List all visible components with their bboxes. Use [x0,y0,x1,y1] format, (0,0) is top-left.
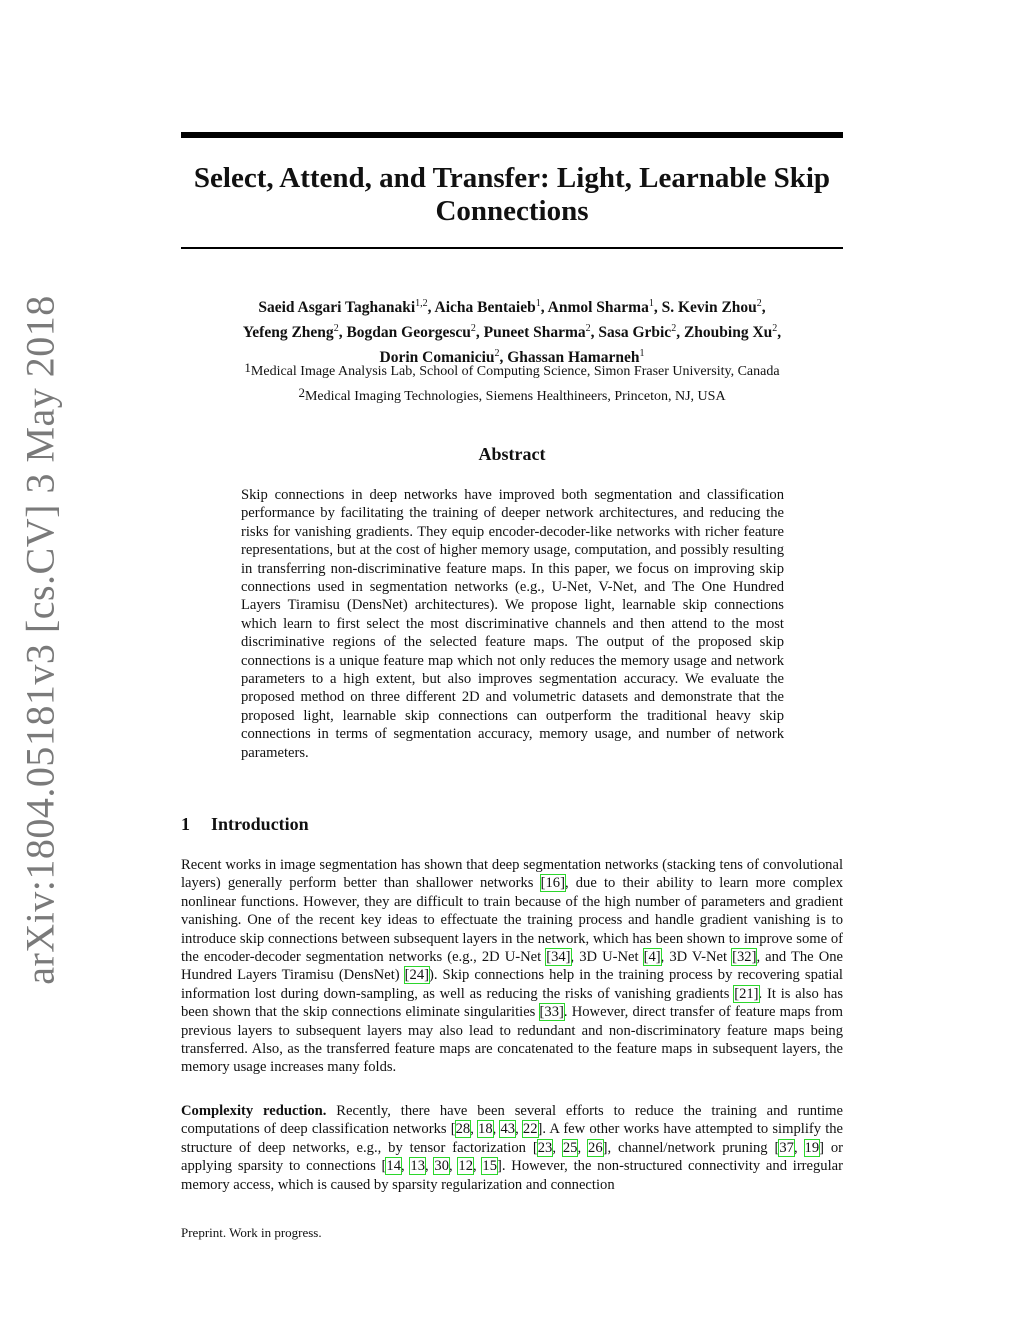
abstract-heading: Abstract [478,444,546,464]
author: Saeid Asgari Taghanaki [258,299,416,317]
text: , 3D U-Net [570,949,644,966]
citation-link[interactable]: [24] [404,967,429,984]
author-line-2: Yefeng Zheng$^2$, Bogdan Georgescu$^2$, Puneet Sharma$^2$, Sasa Grbic$^2$, Zhoubing Xu$^2$, [242,323,782,342]
author: S. Kevin Zhou [661,299,757,317]
affiliations [181,357,843,407]
affiliation-text: Medical Imaging Technologies, Siemens Healthineers, Princeton, NJ, USA [304,389,726,404]
paper-title [181,162,843,228]
author-affil: 2 [494,348,500,360]
citation-link[interactable]: 28 [455,1121,471,1138]
affiliation-marker: 2 [298,385,305,400]
affiliation-2 [181,382,843,407]
citation-link[interactable]: [33] [539,1004,564,1021]
author-affil: 2 [470,323,476,335]
citation-link[interactable]: [16] [540,875,565,892]
text: , [577,1139,589,1156]
author-affil: 1 [535,298,541,309]
title-line-1: Select, Attend, and Transfer: Light, Learnable Skip [193,162,831,194]
text: ]. However, the non-structured connectivity and irregular memory access, which is caused by sparsity regularization and connection [181,1158,843,1193]
author-affil: 1,2 [415,298,428,309]
text: . However, direct transfer of feature maps from previous layers to subsequent layers may also lead to redundant and non-discriminatory feature maps being transferred. Also, as the transferred feature maps are concatenated to the feature maps in subsequent layers, the memory usage increases many folds. [181,1004,844,1076]
citation-link[interactable]: 26 [588,1139,603,1156]
paragraph-lead: Complexity reduction. [181,1103,327,1119]
author-affil: 2 [333,323,339,335]
text: , and The One Hundred Layers Tiramisu (DensNet) [181,949,844,984]
citation-link[interactable]: 19 [804,1139,820,1156]
author-line-3: Dorin Comaniciu$^2$, Ghassan Hamarneh$^1$ [379,348,645,367]
text: Recently, there have been several efforts to reduce the training and runtime computations of deep classification networks [ [181,1103,843,1138]
citation-link[interactable]: 43 [500,1121,516,1138]
author-affil: 1 [648,298,654,309]
text: Recent works in image segmentation has shown that deep segmentation networks (stacking tens of convolutional layers) generally perform better than shallower networks [181,857,843,892]
author-affil: 1 [639,348,645,360]
text: , [552,1139,563,1156]
citation-link[interactable]: [34] [546,949,571,966]
section-number: 1 [181,814,190,834]
author-affil: 2 [585,323,591,335]
citation-link[interactable]: 23 [537,1139,553,1156]
text: , [473,1158,483,1175]
affiliation-1 [181,357,843,382]
text: ]. A few other works have attempted to simplify the structure of deep networks, e.g., by tensor factorization [ [181,1121,844,1156]
text: , [492,1121,501,1138]
author: Puneet Sharma [483,324,586,342]
author-affil: 2 [671,323,677,335]
text: , [401,1158,411,1175]
citation-link[interactable]: 18 [478,1121,493,1138]
section-title: Introduction [211,814,309,834]
text: , due to their ability to learn more complex nonlinear functions. However, they are difficult to train because of the high number of parameters and gradient vanishing. One of the recent key ideas to effectuate the training process and handle gradient vanishing is to introduce skip connections between subsequent layers in the network, which has been shown to improve some of the encoder-decoder segmentation networks (e.g., 2D U-Net [181,875,843,966]
author-affil: 2 [772,323,778,335]
text: , 3D V-Net [660,949,733,966]
title-rule-top [181,132,843,138]
author: Dorin Comaniciu [379,349,495,367]
title-rule-bottom [181,247,843,249]
citation-link[interactable]: 22 [522,1121,538,1138]
author-line-1: Saeid Asgari Taghanaki$^{1,2}$, Aicha Bentaieb$^1$, Anmol Sharma$^1$, S. Kevin Zhou$^2$, [258,298,766,317]
title-line-2: Connections [435,195,589,227]
text: , [470,1121,479,1138]
citation-link[interactable]: 12 [458,1158,474,1175]
text: , [449,1158,459,1175]
text: , [793,1139,805,1156]
abstract-body: Skip connections in deep networks have improved both segmentation and classification performance by facilitating the training of deeper network architectures, and reducing the risks for vanishing gradients. They equip encoder-decoder-like networks with richer feature representations, but at the cost of higher memory usage, computation, and possibly resulting in transferring non-discriminative feature maps. In this paper, we focus on improving skip connections used in segmentation networks (e.g., U-Net, V-Net, and The One Hundred Layers Tiramisu (DensNet) architectures). We propose light, learnable skip connections which learn to first select the most discriminative channels and then attend to the most discriminative regions of the selected feature maps. The output of the proposed skip connections is a unique feature map which not only reduces the memory usage and network parameters to a high extent, but also improves segmentation accuracy. We evaluate the proposed method on three different 2D and volumetric datasets and demonstrate that the proposed light, learnable skip connections can outperform the traditional heavy skip connections in terms of segmentation accuracy, memory usage, and number of network parameters. [241,487,784,761]
text: ] or applying sparsity to connections [ [181,1139,844,1175]
citation-link[interactable]: 13 [410,1158,426,1175]
author: Anmol Sharma [547,299,649,317]
text: , [425,1158,435,1175]
arxiv-identifier: arXiv:1804.05181v3 [cs.CV] 3 May 2018 [17,295,63,985]
author-affil: 2 [756,298,762,309]
text: . It is also has been shown that the skip connections eliminate singularities [181,985,843,1021]
complexity-reduction-paragraph [181,1102,843,1194]
citation-link[interactable]: [32] [732,949,757,966]
author: Ghassan Hamarneh [507,349,640,367]
citation-link[interactable]: 30 [434,1158,450,1175]
citation-link[interactable]: 37 [779,1139,794,1156]
citation-link[interactable]: [4] [643,949,661,966]
section-heading [181,814,309,835]
citation-link[interactable]: 14 [386,1158,402,1175]
author: Aicha Bentaieb [434,299,536,317]
author: Yefeng Zheng [242,324,334,342]
citation-link[interactable]: [21] [734,985,759,1002]
author: Zhoubing Xu [683,324,773,342]
text: , [515,1121,523,1138]
author: Sasa Grbic [598,324,672,342]
author: Bogdan Georgescu [346,324,471,342]
citation-link[interactable]: 15 [482,1158,498,1175]
text: ], channel/network pruning [ [602,1139,780,1156]
footer-note: Preprint. Work in progress. [181,1225,322,1240]
intro-paragraph-1 [181,856,843,1077]
affiliation-marker: 1 [244,360,251,375]
citation-link[interactable]: 25 [562,1139,578,1156]
affiliation-text: Medical Image Analysis Lab, School of Computing Science, Simon Fraser University, Canada [250,364,780,379]
text: ). Skip connections help in the training process by recovering spatial information lost during down-sampling, as well as reducing the risks of vanishing gradients [181,967,843,1002]
